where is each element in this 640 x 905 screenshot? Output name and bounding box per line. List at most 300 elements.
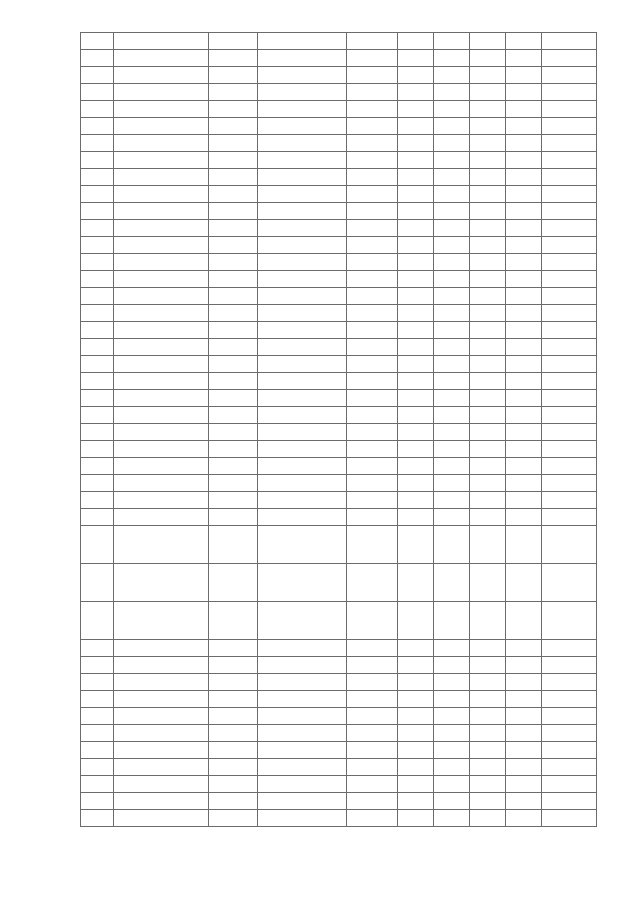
table-cell-col-5	[347, 237, 398, 254]
table-cell-col-9	[506, 407, 542, 424]
table-cell-col-10	[542, 776, 597, 793]
table-cell-col-1	[81, 50, 114, 67]
table-cell-col-1	[81, 84, 114, 101]
table-cell-col-5	[347, 810, 398, 827]
table-cell-col-6	[398, 793, 434, 810]
table-cell-col-5	[347, 742, 398, 759]
table-cell-col-8	[470, 564, 506, 602]
table-cell-col-2	[114, 424, 209, 441]
table-cell-col-2	[114, 135, 209, 152]
table-cell-col-4	[258, 657, 347, 674]
table-cell-col-3	[209, 793, 258, 810]
table-cell-col-1	[81, 237, 114, 254]
table-cell-col-1	[81, 458, 114, 475]
table-cell-col-9	[506, 776, 542, 793]
table-cell-col-6	[398, 169, 434, 186]
table-cell-col-2	[114, 101, 209, 118]
table-row	[81, 237, 597, 254]
table-cell-col-7	[434, 33, 470, 50]
table-cell-col-9	[506, 50, 542, 67]
table-cell-col-4	[258, 169, 347, 186]
table-cell-col-2	[114, 657, 209, 674]
table-cell-col-6	[398, 237, 434, 254]
table-cell-col-1	[81, 708, 114, 725]
table-cell-col-1	[81, 135, 114, 152]
table-cell-col-8	[470, 271, 506, 288]
table-cell-col-9	[506, 271, 542, 288]
table-cell-col-4	[258, 373, 347, 390]
table-cell-col-7	[434, 793, 470, 810]
table-cell-col-10	[542, 441, 597, 458]
table-cell-col-6	[398, 84, 434, 101]
table-cell-col-5	[347, 657, 398, 674]
table-cell-col-5	[347, 356, 398, 373]
table-cell-col-8	[470, 169, 506, 186]
table-cell-col-10	[542, 725, 597, 742]
table-cell-col-4	[258, 186, 347, 203]
table-cell-col-4	[258, 509, 347, 526]
table-cell-col-10	[542, 118, 597, 135]
table-cell-col-2	[114, 288, 209, 305]
table-cell-col-7	[434, 725, 470, 742]
table-cell-col-6	[398, 407, 434, 424]
table-cell-col-5	[347, 475, 398, 492]
table-cell-col-3	[209, 458, 258, 475]
table-cell-col-4	[258, 271, 347, 288]
table-cell-col-5	[347, 390, 398, 407]
table-row	[81, 742, 597, 759]
table-cell-col-9	[506, 810, 542, 827]
table-cell-col-2	[114, 602, 209, 640]
table-cell-col-2	[114, 492, 209, 509]
table-cell-col-8	[470, 810, 506, 827]
table-cell-col-10	[542, 339, 597, 356]
table-cell-col-4	[258, 67, 347, 84]
table-cell-col-5	[347, 118, 398, 135]
table-cell-col-3	[209, 509, 258, 526]
table-cell-col-3	[209, 657, 258, 674]
table-cell-col-6	[398, 118, 434, 135]
table-cell-col-10	[542, 356, 597, 373]
table-cell-col-3	[209, 526, 258, 564]
table-cell-col-2	[114, 742, 209, 759]
table-cell-col-3	[209, 271, 258, 288]
table-cell-col-1	[81, 776, 114, 793]
table-cell-col-5	[347, 135, 398, 152]
table-cell-col-2	[114, 407, 209, 424]
table-cell-col-10	[542, 742, 597, 759]
table-cell-col-1	[81, 373, 114, 390]
table-cell-col-1	[81, 186, 114, 203]
table-cell-col-4	[258, 441, 347, 458]
table-cell-col-3	[209, 135, 258, 152]
table-row	[81, 441, 597, 458]
table-cell-col-1	[81, 203, 114, 220]
table-cell-col-3	[209, 475, 258, 492]
table-cell-col-1	[81, 691, 114, 708]
table-cell-col-2	[114, 725, 209, 742]
table-cell-col-3	[209, 564, 258, 602]
table-cell-col-7	[434, 509, 470, 526]
table-cell-col-1	[81, 742, 114, 759]
table-cell-col-2	[114, 33, 209, 50]
table-cell-col-1	[81, 759, 114, 776]
table-row	[81, 657, 597, 674]
table-cell-col-1	[81, 339, 114, 356]
table-cell-col-4	[258, 776, 347, 793]
table-cell-col-4	[258, 708, 347, 725]
table-cell-col-3	[209, 67, 258, 84]
table-cell-col-1	[81, 305, 114, 322]
table-cell-col-6	[398, 776, 434, 793]
table-cell-col-4	[258, 725, 347, 742]
table-cell-col-8	[470, 492, 506, 509]
table-cell-col-1	[81, 152, 114, 169]
table-cell-col-6	[398, 339, 434, 356]
table-cell-col-5	[347, 602, 398, 640]
table-cell-col-5	[347, 322, 398, 339]
table-cell-col-9	[506, 657, 542, 674]
table-cell-col-3	[209, 101, 258, 118]
table-cell-col-3	[209, 288, 258, 305]
table-cell-col-2	[114, 691, 209, 708]
table-row	[81, 203, 597, 220]
table-cell-col-8	[470, 640, 506, 657]
table-row	[81, 322, 597, 339]
table-cell-col-10	[542, 271, 597, 288]
table-cell-col-3	[209, 725, 258, 742]
table-cell-col-3	[209, 759, 258, 776]
table-cell-col-7	[434, 373, 470, 390]
table-cell-col-7	[434, 118, 470, 135]
table-cell-col-7	[434, 691, 470, 708]
table-cell-col-7	[434, 441, 470, 458]
table-cell-col-8	[470, 101, 506, 118]
table-cell-col-8	[470, 458, 506, 475]
table-cell-col-7	[434, 186, 470, 203]
table-cell-col-6	[398, 509, 434, 526]
table-cell-col-3	[209, 322, 258, 339]
table-cell-col-3	[209, 50, 258, 67]
table-cell-col-2	[114, 254, 209, 271]
table-cell-col-6	[398, 254, 434, 271]
table-cell-col-3	[209, 237, 258, 254]
table-cell-col-1	[81, 475, 114, 492]
table-cell-col-1	[81, 407, 114, 424]
table-cell-col-10	[542, 691, 597, 708]
table-cell-col-7	[434, 458, 470, 475]
table-cell-col-6	[398, 564, 434, 602]
data-table-body	[81, 33, 597, 827]
table-cell-col-10	[542, 220, 597, 237]
table-cell-col-9	[506, 67, 542, 84]
table-cell-col-8	[470, 725, 506, 742]
table-cell-col-2	[114, 564, 209, 602]
table-row	[81, 305, 597, 322]
table-cell-col-7	[434, 407, 470, 424]
table-cell-col-7	[434, 424, 470, 441]
table-cell-col-5	[347, 407, 398, 424]
table-cell-col-7	[434, 254, 470, 271]
table-cell-col-3	[209, 220, 258, 237]
table-cell-col-7	[434, 169, 470, 186]
table-cell-col-3	[209, 305, 258, 322]
table-cell-col-7	[434, 237, 470, 254]
table-cell-col-6	[398, 373, 434, 390]
table-cell-col-1	[81, 118, 114, 135]
table-cell-col-6	[398, 691, 434, 708]
table-row	[81, 424, 597, 441]
table-row	[81, 373, 597, 390]
table-cell-col-2	[114, 708, 209, 725]
table-cell-col-10	[542, 203, 597, 220]
table-cell-col-4	[258, 254, 347, 271]
table-cell-col-4	[258, 691, 347, 708]
table-cell-col-2	[114, 203, 209, 220]
table-cell-col-1	[81, 492, 114, 509]
table-cell-col-6	[398, 186, 434, 203]
table-cell-col-3	[209, 390, 258, 407]
table-cell-col-10	[542, 509, 597, 526]
table-cell-col-7	[434, 339, 470, 356]
table-cell-col-3	[209, 356, 258, 373]
table-cell-col-4	[258, 220, 347, 237]
table-cell-col-5	[347, 458, 398, 475]
table-cell-col-1	[81, 169, 114, 186]
table-cell-col-3	[209, 640, 258, 657]
table-row	[81, 458, 597, 475]
table-row	[81, 271, 597, 288]
table-cell-col-8	[470, 742, 506, 759]
table-cell-col-5	[347, 220, 398, 237]
table-cell-col-8	[470, 674, 506, 691]
table-cell-col-2	[114, 237, 209, 254]
table-cell-col-2	[114, 271, 209, 288]
table-cell-col-7	[434, 475, 470, 492]
table-row	[81, 101, 597, 118]
table-cell-col-4	[258, 339, 347, 356]
table-cell-col-2	[114, 305, 209, 322]
table-cell-col-6	[398, 50, 434, 67]
table-cell-col-9	[506, 526, 542, 564]
table-cell-col-6	[398, 390, 434, 407]
table-cell-col-9	[506, 322, 542, 339]
table-cell-col-10	[542, 526, 597, 564]
table-row	[81, 152, 597, 169]
table-cell-col-7	[434, 50, 470, 67]
table-cell-col-2	[114, 356, 209, 373]
table-cell-col-10	[542, 186, 597, 203]
table-cell-col-6	[398, 492, 434, 509]
table-cell-col-1	[81, 602, 114, 640]
table-cell-col-2	[114, 810, 209, 827]
table-cell-col-9	[506, 288, 542, 305]
table-cell-col-9	[506, 640, 542, 657]
table-cell-col-4	[258, 101, 347, 118]
table-cell-col-8	[470, 407, 506, 424]
table-cell-col-8	[470, 424, 506, 441]
document-sheet	[80, 32, 566, 827]
table-cell-col-10	[542, 135, 597, 152]
table-cell-col-2	[114, 390, 209, 407]
table-cell-col-8	[470, 441, 506, 458]
table-cell-col-10	[542, 373, 597, 390]
table-cell-col-4	[258, 152, 347, 169]
table-row	[81, 118, 597, 135]
table-cell-col-10	[542, 407, 597, 424]
table-row	[81, 492, 597, 509]
table-row	[81, 33, 597, 50]
table-cell-col-9	[506, 492, 542, 509]
table-cell-col-9	[506, 254, 542, 271]
table-cell-col-6	[398, 220, 434, 237]
table-cell-col-10	[542, 237, 597, 254]
table-cell-col-4	[258, 640, 347, 657]
table-cell-col-6	[398, 657, 434, 674]
table-cell-col-9	[506, 101, 542, 118]
table-cell-col-7	[434, 305, 470, 322]
table-cell-col-3	[209, 742, 258, 759]
table-cell-col-5	[347, 691, 398, 708]
table-cell-col-10	[542, 708, 597, 725]
table-cell-col-8	[470, 356, 506, 373]
table-cell-col-6	[398, 101, 434, 118]
table-cell-col-1	[81, 441, 114, 458]
table-cell-col-2	[114, 373, 209, 390]
table-cell-col-5	[347, 50, 398, 67]
table-cell-col-9	[506, 725, 542, 742]
table-cell-col-3	[209, 492, 258, 509]
table-cell-col-9	[506, 118, 542, 135]
table-cell-col-5	[347, 526, 398, 564]
table-cell-col-10	[542, 169, 597, 186]
table-cell-col-10	[542, 322, 597, 339]
table-cell-col-7	[434, 220, 470, 237]
table-cell-col-10	[542, 602, 597, 640]
table-cell-col-5	[347, 725, 398, 742]
table-cell-col-9	[506, 152, 542, 169]
table-cell-col-10	[542, 492, 597, 509]
table-cell-col-4	[258, 203, 347, 220]
table-cell-col-9	[506, 602, 542, 640]
table-cell-col-9	[506, 135, 542, 152]
table-cell-col-4	[258, 356, 347, 373]
table-cell-col-9	[506, 742, 542, 759]
table-cell-col-4	[258, 288, 347, 305]
table-cell-col-9	[506, 441, 542, 458]
table-cell-col-5	[347, 271, 398, 288]
table-cell-col-4	[258, 118, 347, 135]
table-cell-col-5	[347, 492, 398, 509]
table-cell-col-7	[434, 492, 470, 509]
table-cell-col-10	[542, 674, 597, 691]
table-row	[81, 759, 597, 776]
table-cell-col-8	[470, 33, 506, 50]
table-cell-col-6	[398, 288, 434, 305]
table-cell-col-5	[347, 339, 398, 356]
table-cell-col-5	[347, 288, 398, 305]
table-cell-col-4	[258, 33, 347, 50]
table-cell-col-10	[542, 33, 597, 50]
table-cell-col-2	[114, 169, 209, 186]
table-cell-col-10	[542, 424, 597, 441]
table-cell-col-7	[434, 742, 470, 759]
table-cell-col-1	[81, 67, 114, 84]
table-cell-col-2	[114, 339, 209, 356]
table-cell-col-2	[114, 509, 209, 526]
table-cell-col-10	[542, 390, 597, 407]
table-cell-col-8	[470, 475, 506, 492]
table-cell-col-9	[506, 564, 542, 602]
table-cell-col-6	[398, 424, 434, 441]
table-cell-col-9	[506, 220, 542, 237]
table-row	[81, 356, 597, 373]
table-cell-col-6	[398, 708, 434, 725]
table-row	[81, 407, 597, 424]
table-cell-col-2	[114, 441, 209, 458]
table-cell-col-10	[542, 810, 597, 827]
table-row	[81, 84, 597, 101]
table-cell-col-4	[258, 50, 347, 67]
table-row	[81, 475, 597, 492]
table-cell-col-4	[258, 564, 347, 602]
table-row	[81, 776, 597, 793]
table-cell-col-3	[209, 33, 258, 50]
table-cell-col-9	[506, 203, 542, 220]
table-cell-col-5	[347, 424, 398, 441]
table-row	[81, 708, 597, 725]
table-cell-col-9	[506, 84, 542, 101]
table-cell-col-7	[434, 640, 470, 657]
table-cell-col-6	[398, 441, 434, 458]
table-row	[81, 509, 597, 526]
table-cell-col-6	[398, 759, 434, 776]
table-cell-col-1	[81, 390, 114, 407]
table-cell-col-3	[209, 674, 258, 691]
table-cell-col-9	[506, 33, 542, 50]
table-cell-col-8	[470, 203, 506, 220]
table-cell-col-10	[542, 288, 597, 305]
table-cell-col-4	[258, 390, 347, 407]
table-cell-col-3	[209, 118, 258, 135]
table-cell-col-5	[347, 305, 398, 322]
table-cell-col-9	[506, 674, 542, 691]
table-cell-col-10	[542, 152, 597, 169]
table-cell-col-3	[209, 441, 258, 458]
table-cell-col-4	[258, 742, 347, 759]
table-row	[81, 793, 597, 810]
table-cell-col-9	[506, 339, 542, 356]
table-cell-col-10	[542, 759, 597, 776]
table-row	[81, 725, 597, 742]
table-cell-col-5	[347, 793, 398, 810]
table-cell-col-9	[506, 509, 542, 526]
table-cell-col-5	[347, 564, 398, 602]
table-cell-col-1	[81, 810, 114, 827]
table-row	[81, 339, 597, 356]
table-cell-col-1	[81, 33, 114, 50]
table-cell-col-8	[470, 708, 506, 725]
table-cell-col-4	[258, 793, 347, 810]
table-cell-col-8	[470, 186, 506, 203]
table-cell-col-3	[209, 203, 258, 220]
table-row	[81, 810, 597, 827]
table-cell-col-10	[542, 458, 597, 475]
table-cell-col-9	[506, 237, 542, 254]
table-row	[81, 564, 597, 602]
table-cell-col-8	[470, 67, 506, 84]
table-cell-col-10	[542, 640, 597, 657]
